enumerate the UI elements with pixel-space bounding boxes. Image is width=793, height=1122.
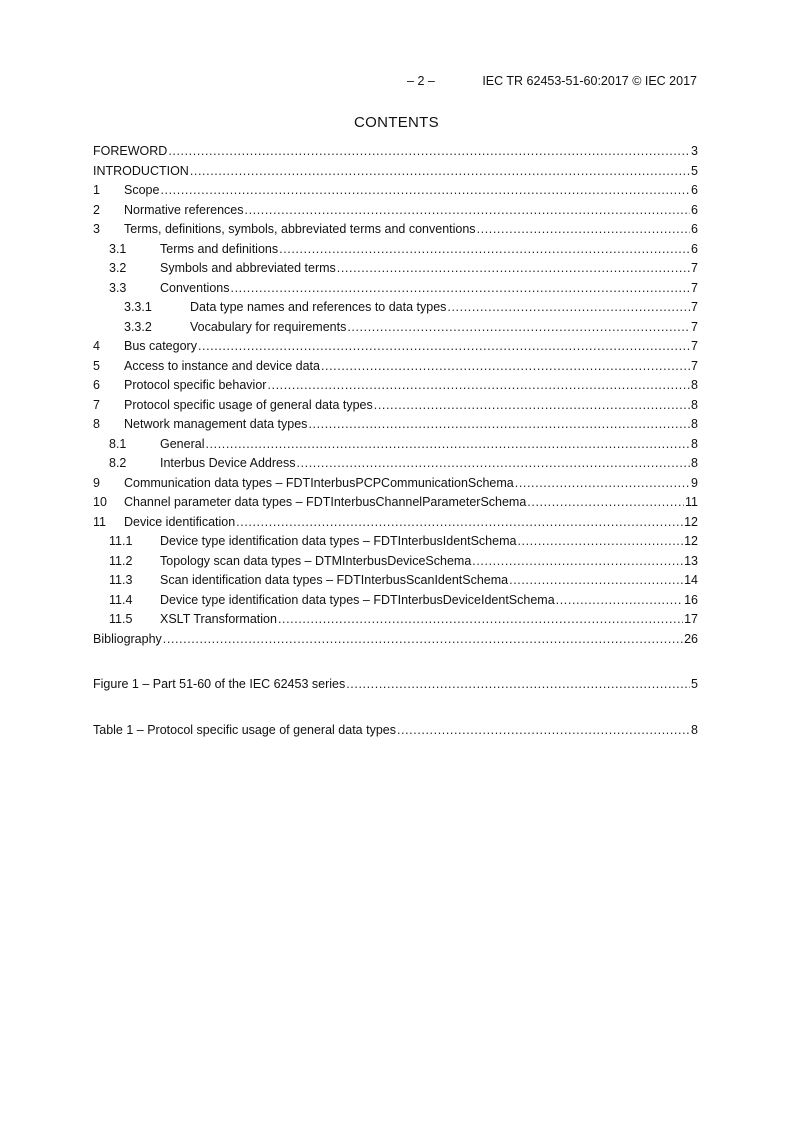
- toc-entry[interactable]: [93, 339, 698, 359]
- toc-entry-number: 4: [93, 339, 100, 353]
- toc-entry[interactable]: [93, 359, 698, 379]
- toc-entry-label: Bus category: [124, 339, 197, 353]
- toc-entry-number: 11.2: [109, 553, 133, 568]
- dot-leader: [198, 339, 690, 353]
- toc-entry-number: 1: [93, 183, 100, 197]
- page-title: CONTENTS: [354, 114, 439, 131]
- toc-entry-label: Data type names and references to data types: [190, 300, 447, 314]
- toc-entry[interactable]: [93, 476, 698, 496]
- toc-entry-page: 7: [691, 300, 698, 314]
- toc-entry-number: 6: [93, 378, 100, 392]
- toc-entry-label: Conventions: [160, 280, 230, 295]
- toc-entry-label: FOREWORD: [93, 144, 168, 158]
- toc-entry-label: Device type identification data types – FDTInterbusIdentSchema: [160, 534, 517, 548]
- dot-leader: [297, 456, 691, 470]
- toc-entry-page: 8: [691, 456, 698, 470]
- dot-leader: [527, 495, 684, 509]
- toc-entry[interactable]: [93, 456, 698, 476]
- dot-leader: [236, 515, 683, 529]
- dot-leader: [509, 573, 683, 587]
- toc-entry[interactable]: [93, 242, 698, 262]
- toc-entry[interactable]: [93, 723, 698, 743]
- toc-entry-page: 12: [684, 514, 698, 529]
- toc-entry-label: Topology scan data types – DTMInterbusDeviceSchema: [160, 553, 472, 568]
- toc-entry-page: 13: [684, 553, 698, 568]
- toc-entry-page: 8: [691, 436, 698, 451]
- toc-entry-label: Normative references: [124, 202, 244, 217]
- table-of-contents: [93, 144, 698, 742]
- toc-entry[interactable]: [93, 203, 698, 223]
- dot-leader: [231, 281, 691, 295]
- toc-entry-page: 16: [684, 592, 698, 607]
- toc-entry-page: 7: [691, 339, 698, 353]
- toc-entry-number: 11: [93, 514, 106, 529]
- dot-leader: [346, 677, 690, 691]
- toc-entry[interactable]: [93, 417, 698, 437]
- toc-entry-page: 7: [691, 280, 698, 295]
- dot-leader: [447, 300, 690, 314]
- toc-entry-number: 2: [93, 202, 100, 217]
- dot-leader: [556, 593, 683, 607]
- toc-entry-number: 9: [93, 475, 100, 490]
- toc-entry[interactable]: [93, 378, 698, 398]
- dot-leader: [347, 320, 690, 334]
- toc-entry-label: Symbols and abbreviated terms: [160, 261, 336, 275]
- dot-leader: [321, 359, 690, 373]
- toc-entry-page: 5: [691, 163, 698, 178]
- toc-entry-label: Channel parameter data types – FDTInterbusChannelParameterSchema: [124, 495, 527, 509]
- toc-entry-number: 3.3.2: [124, 319, 152, 334]
- toc-entry-label: Scan identification data types – FDTInterbusScanIdentSchema: [160, 573, 509, 587]
- toc-entry[interactable]: [93, 281, 698, 301]
- spacer: [93, 697, 698, 723]
- page-number: – 2 –: [407, 74, 435, 88]
- toc-entry-number: 10: [93, 495, 107, 509]
- toc-entry-page: 6: [691, 202, 698, 217]
- toc-entry-page: 8: [691, 722, 698, 737]
- toc-entry-page: 8: [691, 397, 698, 412]
- toc-entry-page: 7: [691, 261, 698, 275]
- toc-entry-number: 11.1: [109, 534, 133, 548]
- toc-entry-label: General: [160, 436, 205, 451]
- toc-entry-label: Access to instance and device data: [124, 358, 320, 373]
- toc-entry-page: 3: [691, 144, 698, 158]
- toc-entry-number: 8: [93, 417, 100, 431]
- toc-entry-label: INTRODUCTION: [93, 163, 189, 178]
- toc-entry[interactable]: [93, 164, 698, 184]
- toc-entry-page: 8: [691, 378, 698, 392]
- toc-entry-number: 3.2: [109, 261, 127, 275]
- document-id: IEC TR 62453-51-60:2017 © IEC 2017: [482, 74, 697, 88]
- toc-entry[interactable]: [93, 320, 698, 340]
- toc-entry[interactable]: [93, 573, 698, 593]
- toc-entry-number: 5: [93, 358, 100, 373]
- dot-leader: [205, 437, 690, 451]
- dot-leader: [337, 261, 690, 275]
- dot-leader: [245, 203, 691, 217]
- toc-entry[interactable]: [93, 437, 698, 457]
- toc-entry-page: 5: [691, 677, 698, 691]
- toc-entry[interactable]: [93, 554, 698, 574]
- toc-entry-label: Network management data types: [124, 417, 308, 431]
- toc-entry-page: 12: [684, 534, 698, 548]
- toc-entry-number: 3: [93, 222, 100, 236]
- toc-entry-page: 6: [691, 222, 698, 236]
- toc-entry-label: Bibliography: [93, 631, 162, 646]
- toc-entry-label: Protocol specific behavior: [124, 378, 267, 392]
- toc-entry-number: 11.3: [109, 573, 133, 587]
- toc-entry[interactable]: [93, 144, 698, 164]
- dot-leader: [163, 632, 683, 646]
- toc-entry-label: Vocabulary for requirements: [190, 319, 347, 334]
- dot-leader: [278, 612, 683, 626]
- toc-entry[interactable]: [93, 183, 698, 203]
- toc-entry-page: 6: [691, 241, 698, 256]
- toc-entry[interactable]: [93, 534, 698, 554]
- toc-entry-page: 7: [691, 358, 698, 373]
- dot-leader: [477, 222, 690, 236]
- dot-leader: [308, 417, 690, 431]
- toc-entry-label: Interbus Device Address: [160, 456, 296, 470]
- toc-entry-page: 8: [691, 417, 698, 431]
- toc-entry-number: 3.3.1: [124, 300, 152, 314]
- dot-leader: [160, 183, 690, 197]
- dot-leader: [397, 723, 690, 737]
- toc-entry-page: 14: [684, 573, 698, 587]
- toc-entry-label: Protocol specific usage of general data types: [124, 397, 373, 412]
- dot-leader: [517, 534, 683, 548]
- toc-entry[interactable]: [93, 398, 698, 418]
- dot-leader: [472, 554, 683, 568]
- toc-entry-number: 7: [93, 397, 100, 412]
- toc-entry-label: Terms and definitions: [160, 241, 279, 256]
- toc-entry[interactable]: [93, 495, 698, 515]
- dot-leader: [374, 398, 690, 412]
- toc-entry[interactable]: [93, 300, 698, 320]
- toc-entry-number: 11.5: [109, 612, 133, 626]
- toc-entry[interactable]: [93, 612, 698, 632]
- dot-leader: [515, 476, 690, 490]
- toc-entry-number: 8.1: [109, 436, 127, 451]
- toc-entry-page: 9: [691, 475, 698, 490]
- page-header: [407, 74, 697, 88]
- toc-entry-page: 26: [684, 631, 698, 646]
- toc-entry-page: 7: [691, 319, 698, 334]
- toc-entry-label: Figure 1 – Part 51-60 of the IEC 62453 series: [93, 677, 346, 691]
- dot-leader: [168, 144, 690, 158]
- toc-entry-label: Scope: [124, 183, 160, 197]
- toc-entry-number: 11.4: [109, 592, 133, 607]
- dot-leader: [279, 242, 690, 256]
- toc-entry-label: Terms, definitions, symbols, abbreviated terms and conventions: [124, 222, 476, 236]
- toc-entry-page: 11: [685, 495, 698, 509]
- toc-entry[interactable]: [93, 677, 698, 697]
- toc-entry-page: 6: [691, 183, 698, 197]
- toc-entry-label: Device identification: [124, 514, 236, 529]
- toc-entry-label: Table 1 – Protocol specific usage of general data types: [93, 722, 396, 737]
- toc-entry-label: Device type identification data types – FDTInterbusDeviceIdentSchema: [160, 592, 555, 607]
- toc-entry-number: 3.1: [109, 241, 127, 256]
- dot-leader: [190, 164, 690, 178]
- dot-leader: [267, 378, 690, 392]
- toc-entry-page: 17: [684, 612, 698, 626]
- toc-entry-number: 3.3: [109, 280, 127, 295]
- toc-entry[interactable]: [93, 515, 698, 535]
- toc-entry[interactable]: [93, 632, 698, 652]
- toc-entry[interactable]: [93, 261, 698, 281]
- toc-entry-number: 8.2: [109, 456, 127, 470]
- toc-entry[interactable]: [93, 222, 698, 242]
- toc-entry[interactable]: [93, 593, 698, 613]
- toc-entry-label: XSLT Transformation: [160, 612, 277, 626]
- spacer: [93, 651, 698, 677]
- toc-entry-label: Communication data types – FDTInterbusPCPCommunicationSchema: [124, 475, 514, 490]
